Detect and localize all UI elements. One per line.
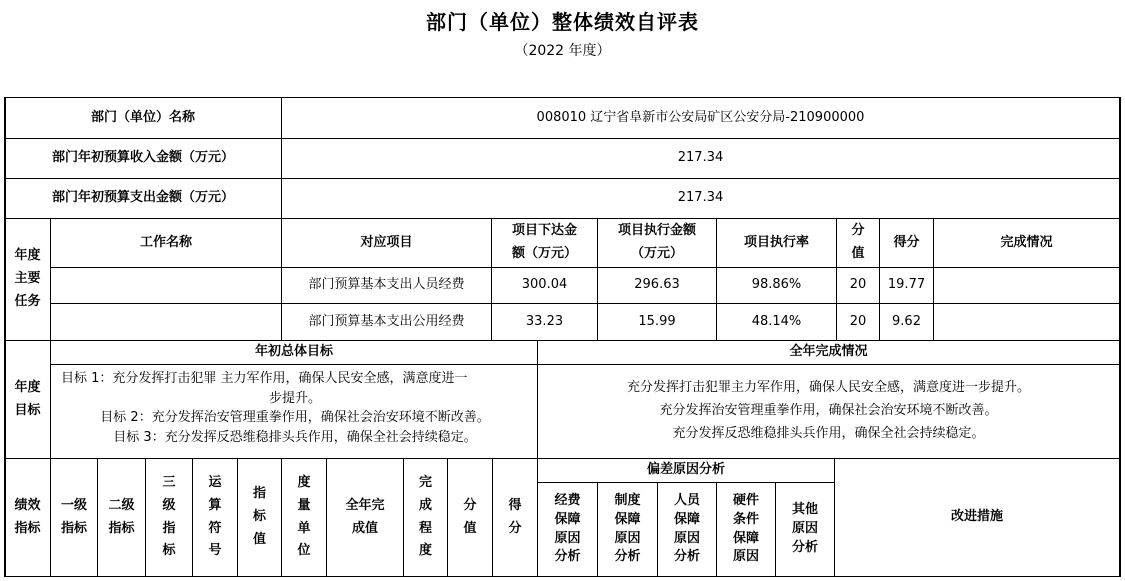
initial-goals-text (51, 365, 537, 458)
header-ind-weight: 分 值 (463, 497, 477, 536)
header-ind-score: 得 分 (508, 497, 522, 536)
header-system: 制度 保障 原因 分析 (614, 492, 641, 565)
goal-1: 目标 1：充分发挥打击犯罪 主力军作用，确保人民安全感，满意度进一 (61, 371, 468, 386)
header-score: 得分 (893, 234, 920, 250)
annual-status-header: 全年完成情况 (789, 344, 868, 360)
page-subtitle: （2022 年度） (514, 43, 611, 59)
initial-goals-header: 年初总体目标 (254, 344, 333, 360)
goal-3: 目标 3：充分发挥反恐维稳排头兵作用，确保全社会持续稳定。 (113, 429, 477, 445)
expense-label: 部门年初预算支出金额（万元） (51, 190, 234, 206)
annual-line-1: 充分发挥打击犯罪主力军作用，确保人民安全感，满意度进一步提升。 (626, 380, 1030, 396)
dept-name-value: 008010 辽宁省阜新市公安局矿区公安分局-210900000 (536, 109, 865, 125)
header-work-name: 工作名称 (139, 234, 192, 250)
rule (1119, 97, 1121, 577)
header-weight: 分 值 (851, 223, 865, 261)
header-other: 其他 原因 分析 (791, 502, 818, 555)
header-personnel: 人员 保障 原因 分析 (673, 492, 700, 565)
expense-value: 217.34 (677, 190, 724, 206)
task-row-2-project: 部门预算基本支出公用经费 (308, 313, 465, 329)
income-label: 部门年初预算收入金额（万元） (51, 150, 234, 166)
header-executed: 项目执行金额 （万元） (617, 223, 696, 261)
header-rate: 项目执行率 (743, 234, 809, 250)
dept-name-label: 部门（单位）名称 (90, 109, 195, 125)
task-row-2-rate: 48.14% (751, 313, 802, 329)
task-row-2-executed: 15.99 (638, 313, 676, 329)
goal-2: 目标 2：充分发挥治安管理重拳作用，确保社会治安环境不断改善。 (100, 410, 490, 425)
header-level3: 三 级 指 标 (162, 475, 176, 559)
header-annual-value: 全年完 成值 (345, 497, 385, 536)
header-status: 完成情况 (1000, 234, 1053, 250)
task-row-2-work-name (51, 304, 281, 340)
task-row-2-allocated: 33.23 (525, 313, 564, 329)
annual-line-3: 充分发挥反恐维稳排头兵作用，确保全社会持续稳定。 (672, 425, 985, 441)
task-row-1-score: 19.77 (887, 277, 926, 293)
annual-status-text (538, 365, 1119, 458)
task-row-2-score: 9.62 (892, 313, 921, 329)
task-row-1-rate: 98.86% (751, 277, 802, 293)
header-indicator-value: 指 标 值 (252, 486, 266, 547)
task-row-1-executed: 296.63 (634, 277, 680, 293)
header-hardware: 硬件 条件 保障 原因 (732, 492, 759, 565)
task-row-1-work-name (51, 268, 281, 303)
header-project: 对应项目 (360, 234, 413, 250)
page-title: 部门（单位）整体绩效自评表 (426, 10, 699, 34)
task-row-1-weight: 20 (849, 277, 867, 293)
tasks-section-label: 年度 主要 任务 (14, 248, 41, 309)
goals-section-label: 年度 目标 (14, 379, 41, 418)
header-measures: 改进措施 (950, 509, 1003, 525)
header-level2: 二级 指标 (108, 497, 135, 536)
header-allocated: 项目下达金 额（万元） (511, 223, 577, 261)
header-degree: 完 成 程 度 (418, 475, 432, 559)
header-level1: 一级 指标 (60, 497, 87, 536)
rule (4, 576, 1121, 577)
indicators-section-label: 绩效 指标 (14, 497, 41, 536)
task-row-1-status (934, 268, 1119, 303)
task-row-2-weight: 20 (849, 313, 867, 329)
deviation-header: 偏差原因分析 (646, 462, 725, 478)
income-value: 217.34 (677, 150, 724, 166)
header-unit: 度 量 单 位 (297, 475, 311, 559)
task-row-1-allocated: 300.04 (521, 277, 568, 293)
header-funding: 经费 保障 原因 分析 (554, 492, 581, 565)
goal-1-cont: 步提升。 (268, 390, 321, 406)
task-row-2-status (934, 304, 1119, 340)
task-row-1-project: 部门预算基本支出人员经费 (308, 277, 465, 293)
header-operator: 运 算 符 号 (208, 475, 222, 559)
annual-line-2: 充分发挥治安管理重拳作用，确保社会治安环境不断改善。 (659, 403, 998, 419)
